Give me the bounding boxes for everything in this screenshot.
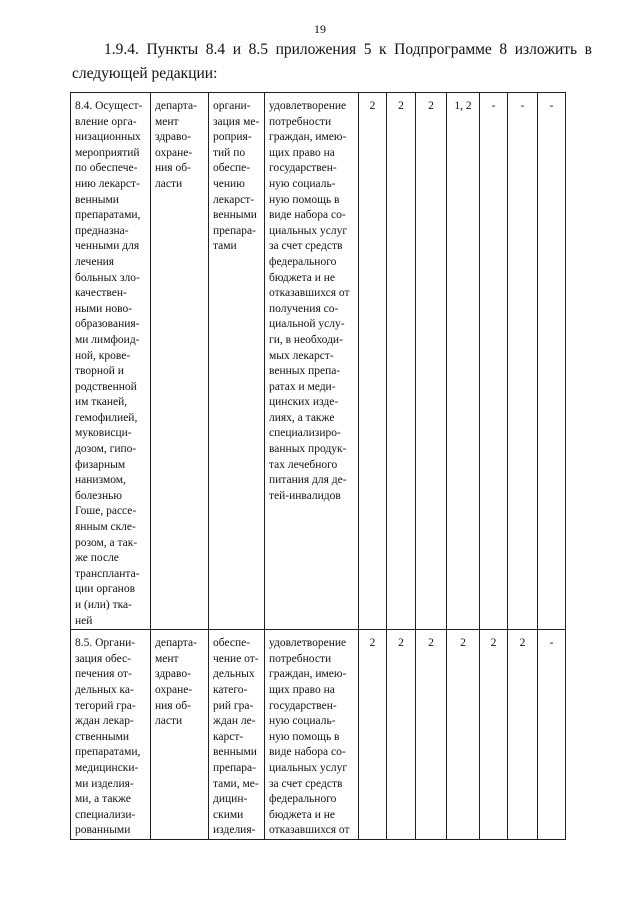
result-text: удовлетворение потребности граждан, имею- щих право на государствен- ную социаль- ную помощь в виде набора со- циальных услуг за счет средств федерального бюджета и не отказавшихся от получения со- циальной услу- ги, в необходи- мых лекарст- венных препа- ратах и меди- цинских изде- лиях, а также специализиро- ванных продук- тах лечебного питания для де- тей-инвалидов — [269, 100, 350, 502]
activity-text: органи- зация ме- роприя- тий по обеспе- чению лекарст- венными препара- тами — [213, 100, 260, 253]
value-cell: 2 — [359, 630, 387, 840]
value-cell: 2 — [387, 630, 416, 840]
value-cell: 2 — [359, 93, 387, 630]
value-cell: - — [538, 630, 566, 840]
measure-name-cell — [71, 93, 151, 630]
intro-paragraph: 1.9.4. Пункты 8.4 и 8.5 приложения 5 к Подпрограмме 8 изложить в следующей редакции: — [72, 41, 592, 82]
value-cell: - — [480, 93, 508, 630]
measure-name-cell — [71, 630, 151, 840]
measure-name: 8.5. Органи- зация обес- печения от- дельных ка- тегорий гра- ждан лекар- ственными препаратами, медицински- ми изделия- ми, а также специализи- рованными — [75, 637, 141, 837]
value-cell: - — [508, 93, 538, 630]
table-row — [71, 93, 566, 630]
value-cell: 2 — [387, 93, 416, 630]
table-row — [71, 630, 566, 840]
executor-text: департа- мент здраво- охране- ния об- ласти — [155, 100, 197, 190]
activity-text: обеспе- чение от- дельных катего- рий гра- ждан ле- карст- венными препара- тами, ме- дицин- скими изделия- — [213, 637, 259, 837]
executor-cell — [151, 630, 209, 840]
activity-cell — [209, 93, 265, 630]
executor-cell — [151, 93, 209, 630]
result-cell — [265, 630, 359, 840]
value-cell: 2 — [416, 630, 447, 840]
result-cell — [265, 93, 359, 630]
measure-name: 8.4. Осущест- вление орга- низационных мероприятий по обеспече- нию лекарст- венными препаратами, предназна- ченными для лечения больных зло- качествен- ными ново- образования- ми лимфоид- ной, крове- творной и родственной им тканей, гемофилией, муковисци- дозом, гипо- физарным нанизмом, болезнью Гоше, рассе- янным скле- розом, а так- же после транспланта- ции органов и (или) тка- ней — [75, 100, 143, 627]
value-cell: 2 — [508, 630, 538, 840]
activity-cell — [209, 630, 265, 840]
value-cell: 2 — [416, 93, 447, 630]
executor-text: департа- мент здраво- охране- ния об- ласти — [155, 637, 197, 728]
value-cell: 1, 2 — [447, 93, 480, 630]
value-cell: 2 — [480, 630, 508, 840]
value-cell: - — [538, 93, 566, 630]
page-number: 19 — [314, 22, 326, 36]
result-text: удовлетворение потребности граждан, имею- щих право на государствен- ную социаль- ную помощь в виде набора со- циальных услуг за счет средств федерального бюджета и не отказавшихся от — [269, 637, 350, 837]
measures-table — [70, 92, 566, 840]
value-cell: 2 — [447, 630, 480, 840]
